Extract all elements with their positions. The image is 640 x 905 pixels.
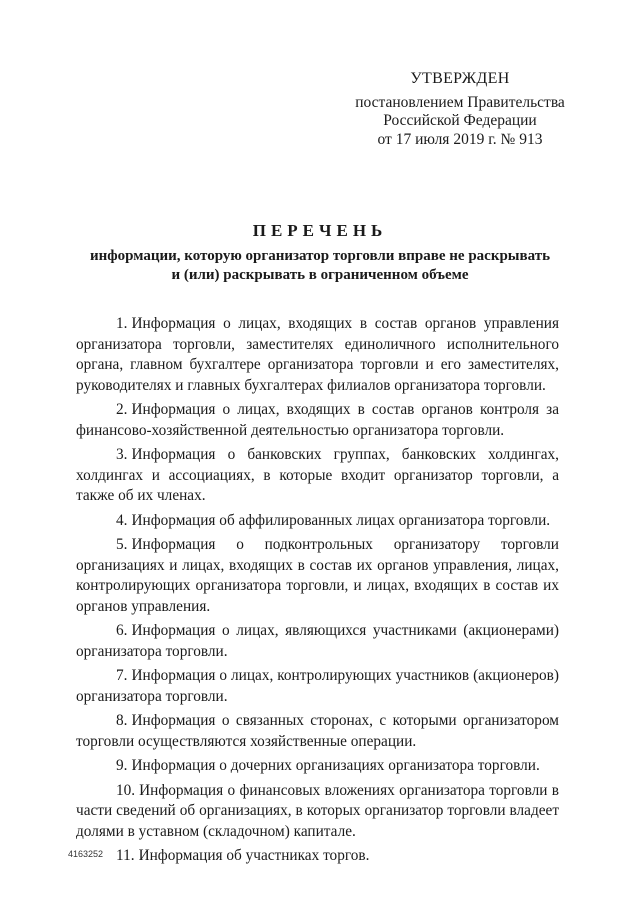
item-number: 8. <box>116 712 128 729</box>
item-number: 3. <box>116 446 128 463</box>
item-number: 5. <box>116 536 128 553</box>
item-text: Информация о лицах, контролирующих участников (акционеров) организатора торговли. <box>76 667 559 705</box>
item-text: Информация о лицах, входящих в состав органов контроля за финансово-хозяйственной деятельностью организатора торговли. <box>76 401 559 439</box>
item-text: Информация о лицах, входящих в состав органов управления организатора торговли, заместителях единоличного исполнительного органа, главном бухгалтере организатора торговли и его заместителях, руководителях и главных бухгалтерах филиалов организатора торговли. <box>76 315 559 394</box>
subtitle-line-1: информации, которую организатор торговли вправе не раскрывать <box>89 248 551 264</box>
item-number: 6. <box>116 622 128 639</box>
list-item-4 <box>76 511 559 532</box>
item-number: 11. <box>116 847 135 864</box>
item-text: Информация об участниках торгов. <box>138 847 370 864</box>
item-number: 10. <box>116 781 136 799</box>
item-text: Информация о финансовых вложениях организатора торговли в части сведений об организациях, в которых организатор торговли владеет долями в уставном (складочном) капитале. <box>76 781 559 840</box>
item-number: 1. <box>116 315 128 332</box>
item-text: Информация о связанных сторонах, с которыми организатором торговли осуществляются хозяйственные операции. <box>76 712 559 750</box>
item-number: 2. <box>116 401 128 418</box>
item-text: Информация о банковских группах, банковских холдингах, холдингах и ассоциациях, в которые входит организатор торговли, а также об их членах. <box>76 446 559 504</box>
item-text: Информация о подконтрольных организатору торговли организациях и лицах, входящих в состав их органов управления, лицах, контролирующих организатора торговли, и лицах, входящих в состав их органов управления. <box>76 536 559 615</box>
subtitle-line-2: и (или) раскрывать в ограниченном объеме <box>171 267 469 283</box>
list-item-8 <box>76 711 559 752</box>
item-text: Информация об аффилированных лицах организатора торговли. <box>131 511 551 529</box>
item-text: Информация о лицах, являющихся участниками (акционерами) организатора торговли. <box>76 622 559 660</box>
document-subtitle <box>60 247 580 285</box>
list-item-7 <box>76 666 559 707</box>
list-item-3 <box>76 445 559 507</box>
approval-line-3: от 17 июля 2019 г. № 913 <box>377 130 543 148</box>
list-item-6 <box>76 621 559 662</box>
document-title: ПЕРЕЧЕНЬ <box>252 221 388 240</box>
item-text: Информация о дочерних организациях организатора торговли. <box>131 757 540 774</box>
list-item-1 <box>76 314 559 396</box>
list-item-2 <box>76 400 559 441</box>
item-number: 4. <box>116 511 128 529</box>
list-item-5 <box>76 535 559 617</box>
list-item-11 <box>76 846 559 867</box>
item-number: 9. <box>116 757 128 774</box>
item-number: 7. <box>116 667 128 684</box>
approval-line-1: постановлением Правительства <box>355 93 565 111</box>
list-item-9 <box>76 756 559 777</box>
items-list <box>76 314 559 871</box>
list-item-10 <box>76 781 559 843</box>
approval-heading: УТВЕРЖДЕН <box>410 70 510 87</box>
approval-line-2: Российской Федерации <box>383 112 537 129</box>
approval-block <box>330 70 590 149</box>
document-code: 4163252 <box>68 849 104 859</box>
